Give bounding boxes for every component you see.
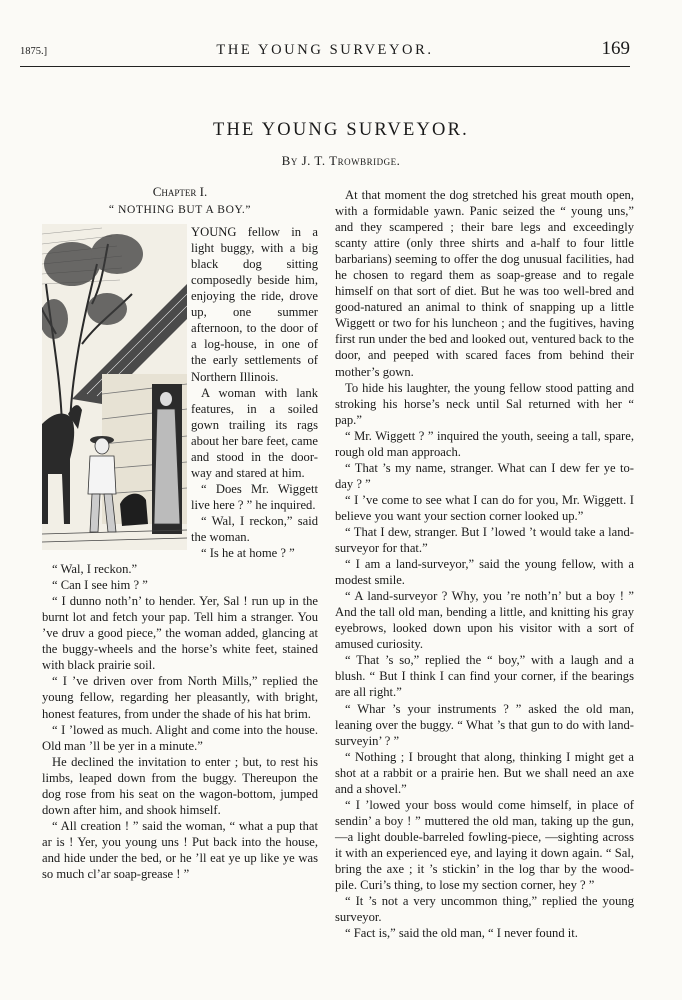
running-title: THE YOUNG SURVEYOR. (216, 42, 434, 58)
paragraph: “ Is he at home ? ” (201, 546, 295, 561)
byline: By J. T. Trowbridge. (281, 153, 401, 168)
paragraph: “ I ’lowed as much. Alight and come into the house. Old man ’ll be yer in a minute.” (42, 722, 318, 753)
paragraph: “ I ’ve come to see what I can do for you, Mr. Wiggett. I believe you want your section corner looked up.” (335, 492, 634, 523)
paragraph: “ Mr. Wiggett ? ” inquired the youth, seeing a tall, spare, rough old man approach. (335, 428, 634, 459)
left-column (42, 174, 318, 882)
paragraph: “ I dunno noth’n’ to hender. Yer, Sal ! run up in the burnt lot and fetch your pap. Tell him a stranger. You ’ve druv a good piece,” the woman added, glancing at the buggy-wheels and the horse’s white feet, stained with black prairie soil. (42, 594, 318, 673)
paragraph: “ It ’s not a very uncommon thing,” replied the young surveyor. (335, 894, 634, 925)
paragraph: “ That ’s my name, stranger. What can I dew fer ye to-day ? ” (335, 460, 634, 491)
paragraph: “ That I dew, stranger. But I ’lowed ’t would take a land-surveyor for that.” (335, 524, 634, 556)
paragraph: “ Does Mr. Wiggett live here ? ” he inquired. (191, 481, 318, 512)
story-title: THE YOUNG SURVEYOR. (213, 120, 469, 140)
chapter-heading: Chapter I. (152, 184, 208, 199)
chapter-subtitle: “ NOTHING BUT A BOY.” (108, 204, 252, 217)
running-head (20, 40, 630, 64)
header-rule (20, 66, 630, 67)
issue-year: 1875.] (20, 46, 48, 57)
paragraph: “ Fact is,” said the old man, “ I never found it. (345, 926, 578, 941)
paragraph: “ Can I see him ? ” (52, 578, 148, 593)
paragraph: “ Nothing ; I brought that along, thinking I might get a shot at a rabbit or a prairie hen. But we shall need an axe and a shovel.” (335, 749, 634, 796)
paragraph: “ A land-surveyor ? Why, you ’re noth’n’ but a boy ! ” And the tall old man, bending a little, and knitting his gray eyebrows, looked down upon his visitor with a sort of amused curiosity. (335, 589, 634, 652)
paragraph: “ I ’lowed your boss would come himself, in place of sendin’ a boy ! ” muttered the old man, taking up the gun,—a light double-barreled fowling-piece, —sighting across it with an experienced eye, and laying it down again. “ Sal, bring the axe ; it ’s stickin’ in the log thar by the wood-pile. Curi’s thing, to lose my section corner, hey ? ” (335, 797, 634, 893)
paragraph: “ Whar ’s your instruments ? ” asked the old man, leaning over the buggy. “ What ’s that gun to do with land-surveyin’ ? ” (335, 701, 634, 748)
paragraph: At that moment the dog stretched his great mouth open, with a formidable yawn. Panic seized the “ young uns,” and they scampered ; their bare legs and exceedingly scanty attire (only three shirts and a-half to four little barbarians) seeming to offer the dog unusual facilities, had he chosen to regard them as soap-grease and to regale himself on that sort of diet. But he was too well-bred and good-natured an animal to think of snapping up a little Wiggett or two for his luncheon ; and the fugitives, having first run under the bed and looked out, ventured back to the door, and peeped with scared faces from behind their mother’s gown. (335, 188, 634, 379)
paragraph: “ I ’ve driven over from North Mills,” replied the young fellow, regarding her pleasantly, with bright, honest features, from under the shade of his hat brim. (42, 674, 318, 721)
paragraph: A woman with lank features, in a soiled gown trailing its rags about her bare feet, came and stood in the door-way and stared at him. (191, 385, 318, 480)
paragraph: “ That ’s so,” replied the “ boy,” with a laugh and a blush. “ But I think I can find your corner, if the bearings are all right.” (335, 653, 634, 700)
page-number: 169 (601, 38, 630, 59)
engraving-boy-horse-log-house-icon (42, 224, 187, 550)
paragraph: “ Wal, I reckon.” (52, 562, 138, 577)
paragraph: “ All creation ! ” said the woman, “ what a pup that ar is ! Yer, you young uns ! Put back into the house, and hide under the bed, or he ’ll eat ye up like ye was so much cl’ar soap-grease ! ” (42, 818, 318, 881)
right-column (335, 187, 634, 941)
paragraph: “ I am a land-surveyor,” said the young fellow, with a modest smile. (335, 557, 634, 588)
paragraph: He declined the invitation to enter ; but, to rest his limbs, leaped down from the buggy. Thereupon the dog rose from his seat on the wagon-bottom, jumped down after him, and shook himself. (42, 754, 318, 817)
paragraph: “ Wal, I reckon,” said the woman. (191, 513, 318, 544)
paragraph: To hide his laughter, the young fellow stood patting and stroking his horse’s neck until Sal returned with her “ pap.” (335, 380, 634, 427)
opening-paragraph: YOUNG fellow in a light buggy, with a big black dog sitting composedly beside him, enjoying the ride, drove up, one summer afternoon, to the door of a log-house, in one of the early settlements of Northern Illinois. (191, 225, 318, 384)
